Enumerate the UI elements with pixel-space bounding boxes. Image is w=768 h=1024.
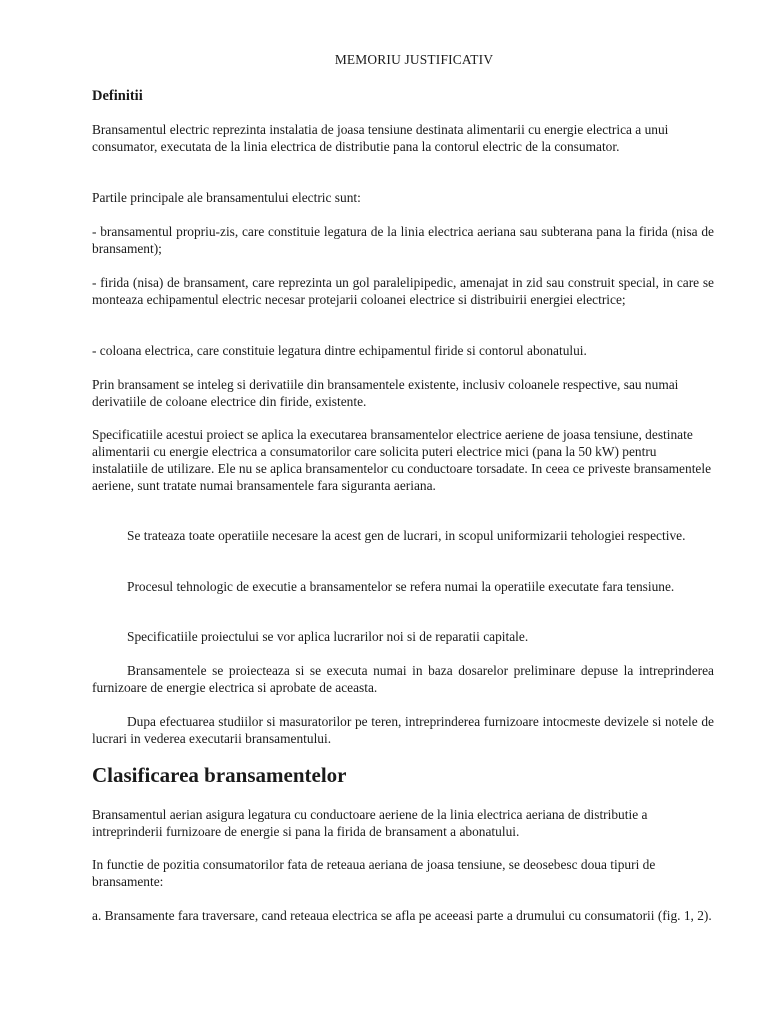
section-heading-definitii: Definitii xyxy=(92,88,143,104)
paragraph: Procesul tehnologic de executie a bransamentelor se refera numai la operatiile executate fara tensiune. xyxy=(127,579,675,594)
paragraph: Dupa efectuarea studiilor si masuratorilor pe teren, intreprinderea furnizoare intocmeste devizele si notele de lucrari in vederea executarii bransamentului. xyxy=(92,714,714,746)
paragraph: Partile principale ale bransamentului electric sunt: xyxy=(92,190,361,205)
paragraph: Bransamentul aerian asigura legatura cu conductoare aeriene de la linia electrica aeriana de distributie a intreprinderii furnizoare de energie si pana la firida de bransament a abonatului. xyxy=(92,807,648,839)
paragraph: In functie de pozitia consumatorilor fata de reteaua aeriana de joasa tensiune, se deosebesc doua tipuri de bransamente: xyxy=(92,857,656,889)
paragraph: Bransamentul electric reprezinta instalatia de joasa tensiune destinata alimentarii cu energie electrica a unui consumator, executata de la linia electrica de distributie pana la contorul electric de la consumator. xyxy=(92,122,669,154)
paragraph: a. Bransamente fara traversare, cand reteaua electrica se afla pe aceeasi parte a drumului cu consumatorii (fig. 1, 2). xyxy=(92,908,712,923)
list-item: - firida (nisa) de bransament, care reprezinta un gol paralelipipedic, amenajat in zid sau construit special, in care se monteaza echipamentul electric necesar protejarii coloanei electrice si distribuirii energiei electrice; xyxy=(92,275,714,307)
paragraph: Se trateaza toate operatiile necesare la acest gen de lucrari, in scopul uniformizarii tehologiei respective. xyxy=(127,528,686,543)
list-item: - bransamentul propriu-zis, care constituie legatura de la linia electrica aeriana sau subterana pana la firida (nisa de bransament); xyxy=(92,224,714,256)
list-item: - coloana electrica, care constituie legatura dintre echipamentul firide si contorul abonatului. xyxy=(92,343,587,358)
paragraph: Specificatiile proiectului se vor aplica lucrarilor noi si de reparatii capitale. xyxy=(127,629,529,644)
paragraph: Specificatiile acestui proiect se aplica la executarea bransamentelor electrice aeriene de joasa tensiune, destinate alimentarii cu energie electrica a consumatorilor care solicita puteri electrice mici (pana la 50 kW) pentru instalatiile de utilizare. Ele nu se aplica bransamentelor cu conductoare torsadate. In ceea ce priveste bransamentele aeriene, sunt tratate numai bransamentele fara siguranta aeriana. xyxy=(92,427,712,493)
section-heading-clasificarea: Clasificarea bransamentelor xyxy=(92,763,347,787)
paragraph: Prin bransament se inteleg si derivatiile din bransamentele existente, inclusiv coloanele respective, sau numai derivatiile de coloane electrice din firide, existente. xyxy=(92,377,679,409)
paragraph: Bransamentele se proiecteaza si se executa numai in baza dosarelor preliminare depuse la intreprinderea furnizoare de energie electrica si aprobate de aceasta. xyxy=(92,663,714,695)
document-title: MEMORIU JUSTIFICATIV xyxy=(334,52,494,67)
